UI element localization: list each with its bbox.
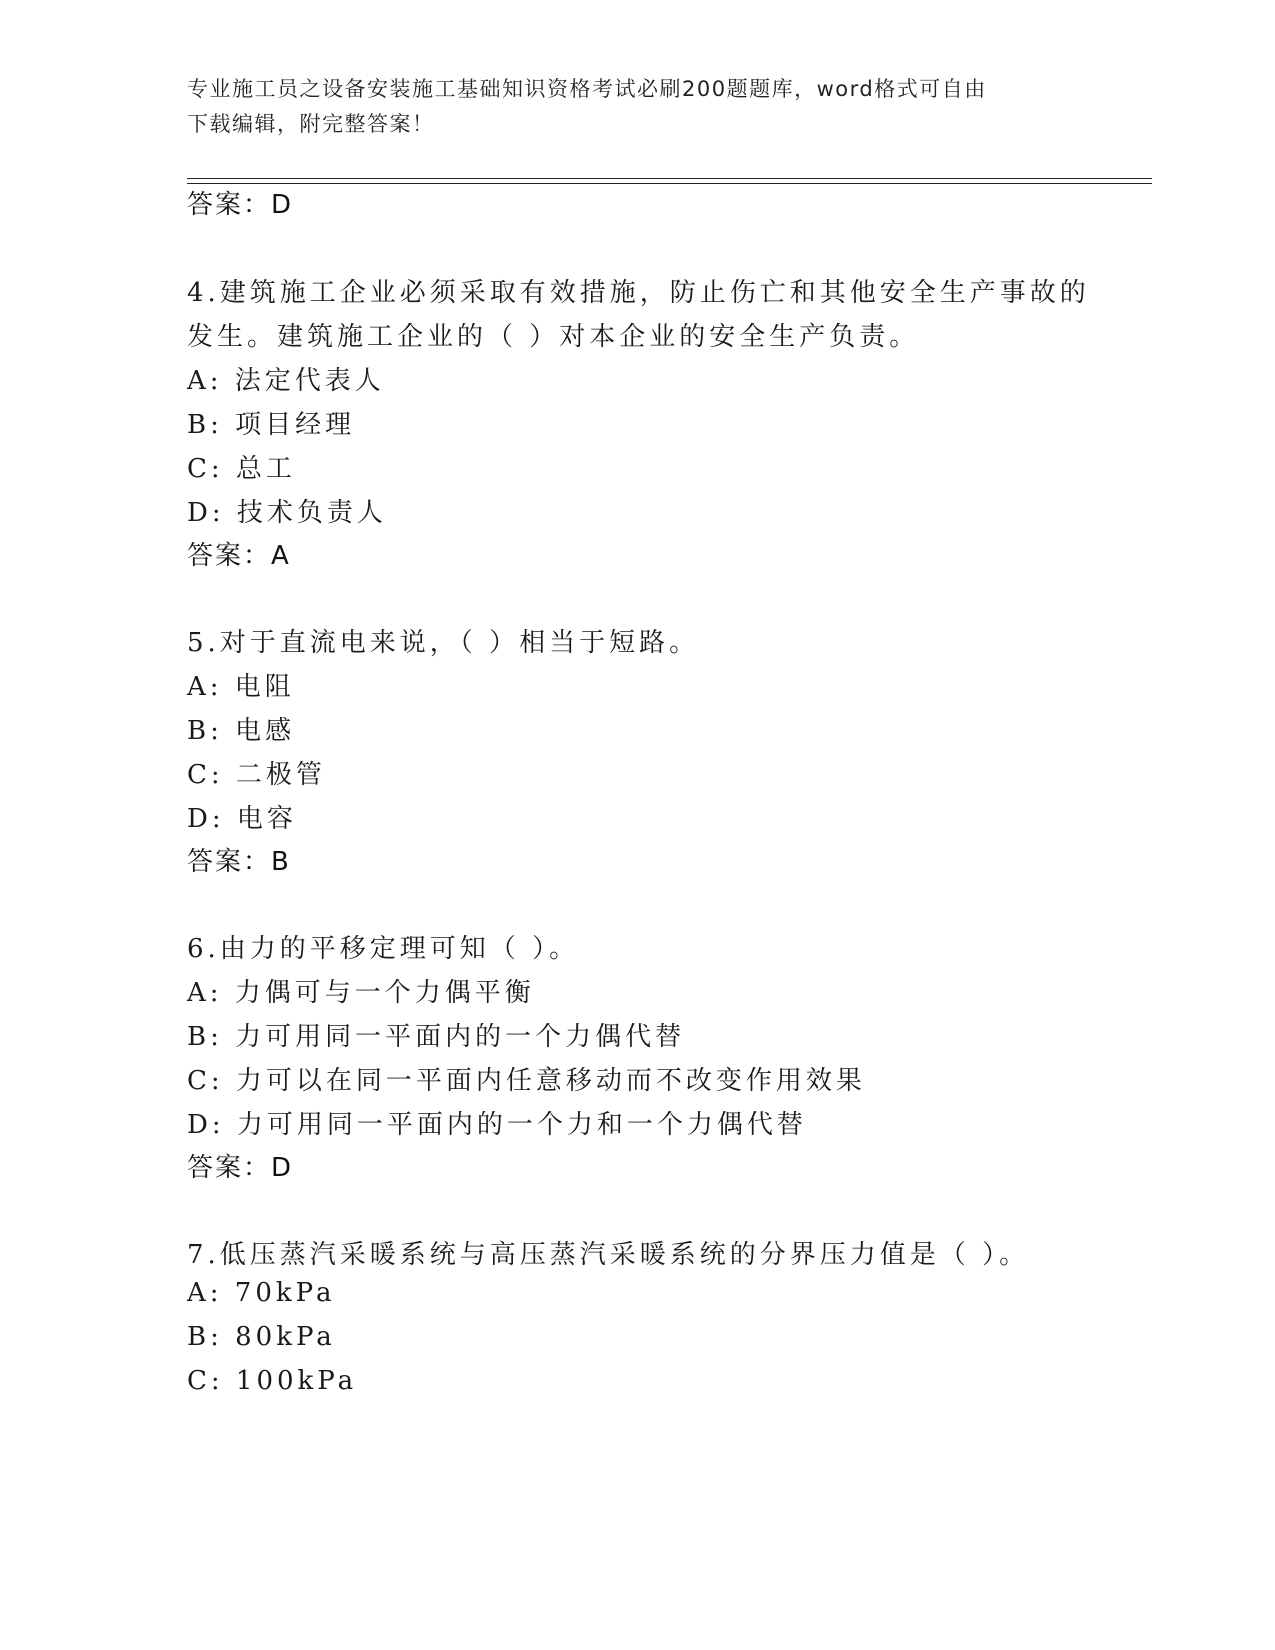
header-divider-bottom: [187, 183, 1152, 184]
question-6-option-a: A: 力偶可与一个力偶平衡: [187, 978, 535, 1008]
header-line-2: 下载编辑，附完整答案！: [187, 112, 435, 136]
question-6-option-c: C: 力可以在同一平面内任意移动而不改变作用效果: [187, 1066, 866, 1096]
question-7-option-c: C: 100kPa: [187, 1366, 358, 1396]
answer-q6: 答案：D: [187, 1153, 294, 1183]
answer-q3: 答案：D: [187, 190, 294, 220]
question-5-option-a: A: 电阻: [187, 672, 295, 702]
question-4-option-a: A: 法定代表人: [187, 366, 385, 396]
question-7-option-a: A: 70kPa: [187, 1278, 336, 1308]
question-5-option-b: B: 电感: [187, 716, 296, 746]
question-7-stem-line-1: 7.低压蒸汽采暖系统与高压蒸汽采暖系统的分界压力值是（ ）。: [187, 1240, 1030, 1270]
question-4-option-c: C: 总工: [187, 454, 296, 484]
answer-q5: 答案：B: [187, 847, 291, 877]
header-divider-top: [187, 178, 1152, 179]
question-6-option-d: D: 力可用同一平面内的一个力和一个力偶代替: [187, 1110, 807, 1140]
question-4-option-d: D: 技术负责人: [187, 498, 387, 528]
question-7-option-b: B: 80kPa: [187, 1322, 336, 1352]
question-6-option-b: B: 力可用同一平面内的一个力偶代替: [187, 1022, 686, 1052]
header-line-1: 专业施工员之设备安装施工基础知识资格考试必刷200题题库，word格式可自由: [187, 77, 987, 101]
answer-q4: 答案：A: [187, 541, 291, 571]
question-4-stem-line-2: 发生。建筑施工企业的（ ）对本企业的安全生产负责。: [187, 322, 920, 352]
document-header: [187, 72, 1067, 142]
question-5-option-c: C: 二极管: [187, 760, 326, 790]
question-5-stem-line-1: 5.对于直流电来说，（ ）相当于短路。: [187, 628, 700, 658]
question-5-option-d: D: 电容: [187, 804, 297, 834]
question-6-stem-line-1: 6.由力的平移定理可知（ ）。: [187, 934, 580, 964]
question-4-stem-line-1: 4.建筑施工企业必须采取有效措施，防止伤亡和其他安全生产事故的: [187, 278, 1090, 308]
question-4-option-b: B: 项目经理: [187, 410, 356, 440]
